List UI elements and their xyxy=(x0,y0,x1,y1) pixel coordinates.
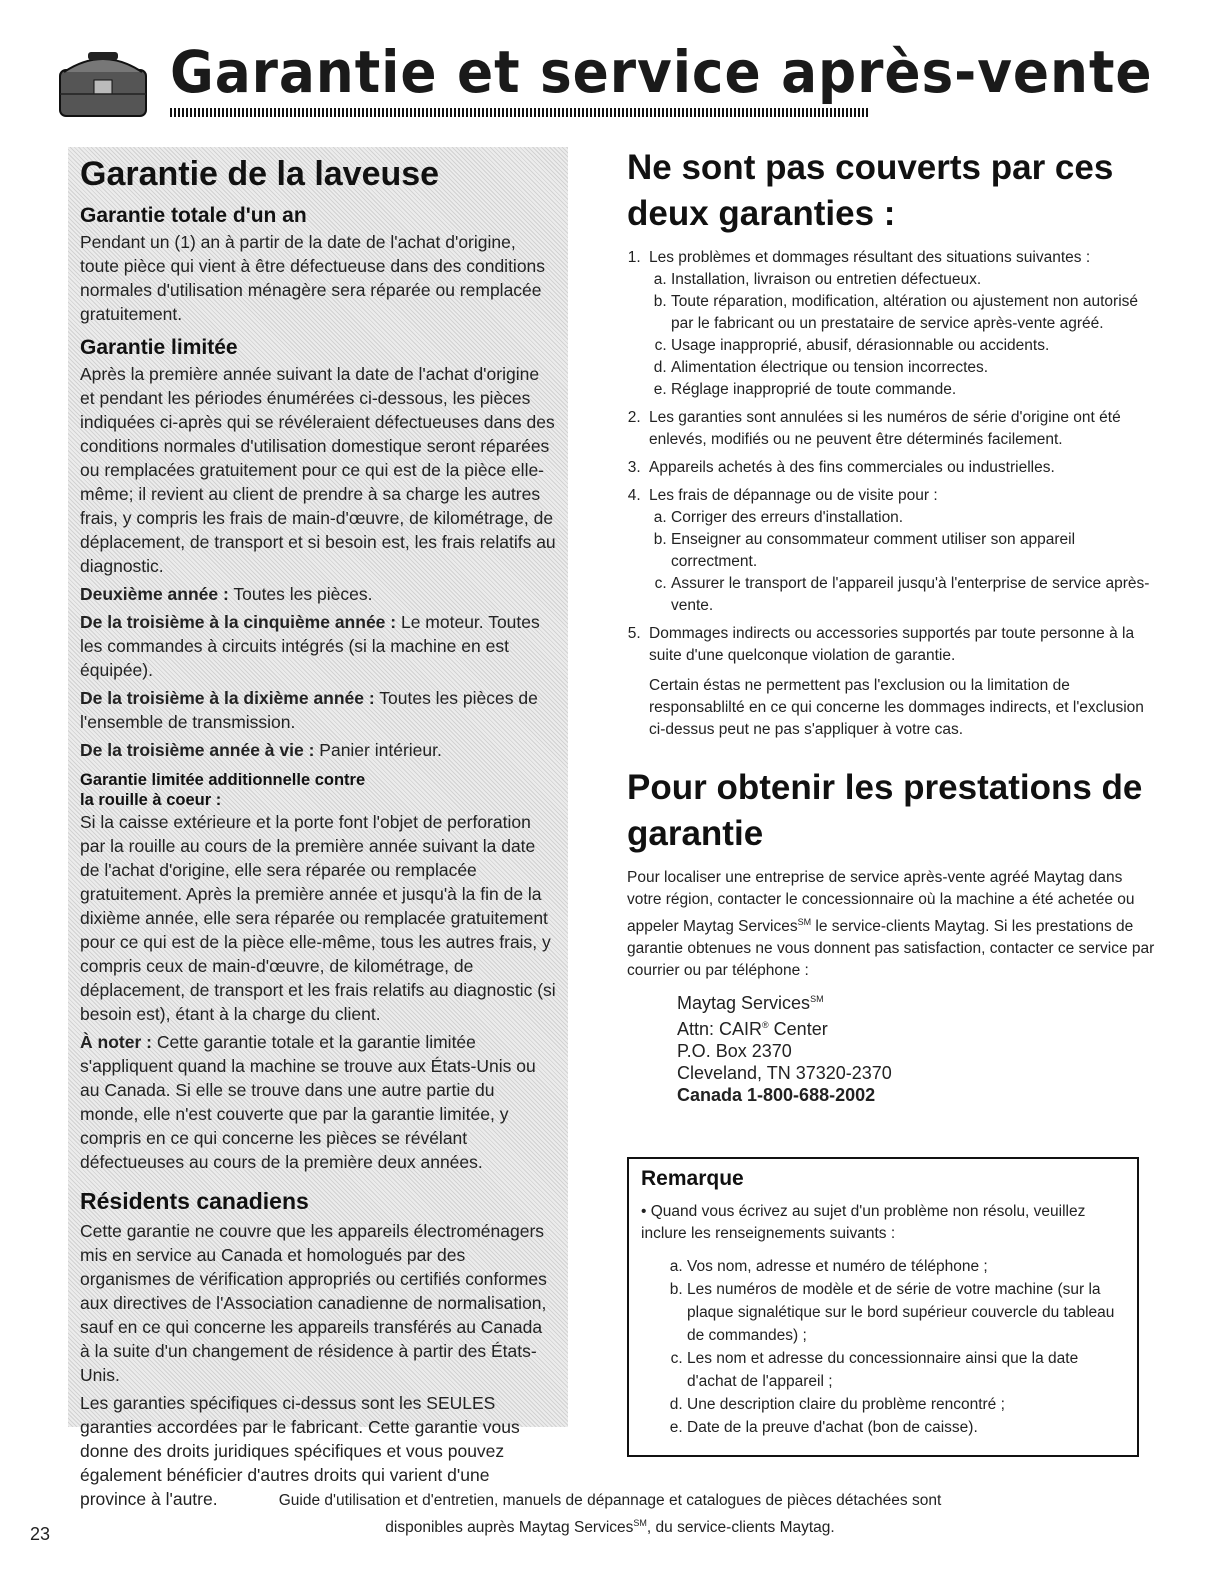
list-item: b. Toute réparation, modification, altération ou ajustement non autorisé par le fabricant ou un prestataire de service après-vente agréé. xyxy=(671,291,1157,335)
period-item: Deuxième année : Toutes les pièces. xyxy=(80,584,373,604)
service-address: Maytag Services℠ Attn: CAIR® Center P.O. Box 2370 Cleveland, TN 37320-2370 Canada 1-800-688-2002 xyxy=(677,988,1157,1106)
not-covered-title: Ne sont pas couverts par ces deux garanties : xyxy=(627,148,1114,233)
list-item: c. Assurer le transport de l'appareil jusqu'à l'enterprise de service après-vente. xyxy=(671,573,1157,617)
canadian-text-1: Cette garantie ne couvre que les appareils électroménagers mis en service au Canada et homologués par des organismes de vérification appropriés ou certifiés conformes aux directives de l'Association canadienne de normalisation, sauf en ce qui concerne les appareils transférés au Canada à la suite d'un changement de résidence à partir des États-Unis. xyxy=(80,1221,547,1385)
full-warranty-text: Pendant un (1) an à partir de la date de l'achat d'origine, toute pièce qui vient à être défectueuse dans des conditions normales d'utilisation ménagère sera réparée ou remplacée gratuitement. xyxy=(80,232,546,324)
list-item: 1. Les problèmes et dommages résultant des situations suivantes : a. Installation, livraison ou entretien défectueux. b. Toute réparation, modification, altération ou ajustement non autorisé par le fabricant ou un prestataire de service après-vente agréé. c. Usage inapproprié, abusif, dérasionnable ou accidents. d. Alimentation électrique ou tension incorrectes. e. Réglage inapproprié de toute commande. xyxy=(645,247,1157,401)
washer-warranty-panel xyxy=(68,147,568,1509)
rust-warranty-heading: Garantie limitée additionnelle contre la rouille à coeur : xyxy=(80,771,366,809)
list-item: 3. Appareils achetés à des fins commerciales ou industrielles. xyxy=(645,457,1157,479)
list-item: e. Réglage inapproprié de toute commande. xyxy=(671,379,1157,401)
service-text: Pour localiser une entreprise de service après-vente agréé Maytag dans votre région, contacter le concessionnaire où la machine a été achetée ou appeler Maytag Services℠ le service-clients Maytag. Si les prestations de garantie obtenues ne vous donnent pas satisfaction, contacter ce service par courrier ou par téléphone : xyxy=(627,869,1155,980)
list-item: a. Vos nom, adresse et numéro de téléphone ; xyxy=(687,1255,1125,1278)
title-underline xyxy=(170,108,870,117)
remark-intro: • Quand vous écrivez au sujet d'un problème non résolu, veuillez inclure les renseignements suivants : xyxy=(641,1203,1086,1242)
not-covered-list xyxy=(627,247,1157,667)
list-item: 5. Dommages indirects ou accessories supportés par toute personne à la suite d'une quelconque violation de garantie. xyxy=(645,623,1157,667)
limited-warranty-text: Après la première année suivant la date de l'achat d'origine et pendant les périodes énumérées ci-dessous, les pièces indiquées ci-après qui se révéleraient défectueuses dans des conditions normales d'utilisation domestique seront réparées ou remplacées gratuitement pour ce qui est de la pièce elle-même; il revient au client de prendre à sa charge les autres frais, y compris les frais de main-d'œuvre, de kilométrage, de déplacement, de transport et si besoin est, les frais relatifs au diagnostic. xyxy=(80,364,556,576)
right-column xyxy=(627,145,1157,1106)
page-header xyxy=(58,38,1153,123)
list-item: e. Date de la preuve d'achat (bon de caisse). xyxy=(687,1416,1125,1439)
list-item: c. Usage inapproprié, abusif, dérasionnable ou accidents. xyxy=(671,335,1157,357)
list-item: b. Les numéros de modèle et de série de votre machine (sur la plaque signalétique sur le bord supérieur couvercle du tableau de commandes) ; xyxy=(687,1278,1125,1347)
remark-box xyxy=(627,1157,1139,1457)
list-item: c. Les nom et adresse du concessionnaire ainsi que la date d'achat de l'appareil ; xyxy=(687,1347,1125,1393)
period-item: De la troisième année à vie : Panier intérieur. xyxy=(80,740,442,760)
list-item: b. Enseigner au consommateur comment utiliser son appareil correctment. xyxy=(671,529,1157,573)
service-phone: Canada 1-800-688-2002 xyxy=(677,1085,876,1106)
list-item: 2. Les garanties sont annulées si les numéros de série d'origine ont été enlevés, modifiés ou ne peuvent être déterminés facilement. xyxy=(645,407,1157,451)
service-title: Pour obtenir les prestations de garantie xyxy=(627,768,1143,853)
limited-warranty-heading: Garantie limitée xyxy=(80,336,238,359)
canadian-text-2: Les garanties spécifiques ci-dessus sont les SEULES garanties accordées par le fabricant. Cette garantie vous donne des droits juridiques spécifiques et vous pouvez également bénéficier d'autres droits qui varient d'une province à l'autre. xyxy=(80,1393,520,1509)
canadian-residents-heading: Résidents canadiens xyxy=(80,1188,309,1214)
page-number: 23 xyxy=(30,1524,51,1544)
rust-warranty-text: Si la caisse extérieure et la porte font l'objet de perforation par la rouille au cours de la première année suivant la date de l'achat d'origine, elle sera réparée ou remplacée gratuitement. Après la première année et jusqu'à la fin de la dixième année, elle sera réparée ou remplacée gratuitement pour ce qui est de la pièce elle-même, tous les autres frais, y compris ceux de main-d'œuvre, de kilométrage, de déplacement, de transport et les frais relatifs au diagnostic (si besoin est), étant à la charge du client. xyxy=(80,812,556,1024)
full-warranty-heading: Garantie totale d'un an xyxy=(80,204,307,227)
washer-warranty-title: Garantie de la laveuse xyxy=(80,155,440,193)
remark-list xyxy=(641,1255,1125,1439)
remark-title: Remarque xyxy=(641,1167,744,1190)
exclusion-note: Certain éstas ne permettent pas l'exclusion ou la limitation de responsablilté en ce qui concerne les dommages indirects, et l'exclusion ci-dessus peut ne pas s'appliquer à votre cas. xyxy=(649,677,1144,738)
period-item: De la troisième à la cinquième année : Le moteur. Toutes les commandes à circuits intégrés (si la machine en est équipée). xyxy=(80,612,540,680)
list-item: a. Installation, livraison ou entretien défectueux. xyxy=(671,269,1157,291)
note-text: À noter : Cette garantie totale et la garantie limitée s'appliquent quand la machine se trouve aux États-Unis ou au Canada. Si elle se trouve dans une autre partie du monde, elle n'est couverte que par la garantie limitée, y compris en ce qui concerne les pièces se révélant défectueuses au cours de la première deux années. xyxy=(80,1032,536,1172)
page-footer: Guide d'utilisation et d'entretien, manuels de dépannage et catalogues de pièces détachées sont disponibles auprès Maytag Services℠, du service-clients Maytag. xyxy=(278,1492,942,1537)
list-item: d. Alimentation électrique ou tension incorrectes. xyxy=(671,357,1157,379)
list-item: a. Corriger des erreurs d'installation. xyxy=(671,507,1157,529)
period-item: De la troisième à la dixième année : Toutes les pièces de l'ensemble de transmission. xyxy=(80,688,538,732)
list-item: d. Une description claire du problème rencontré ; xyxy=(687,1393,1125,1416)
list-item: 4. Les frais de dépannage ou de visite pour : a. Corriger des erreurs d'installation. b. Enseigner au consommateur comment utiliser son appareil correctment. c. Assurer le transport de l'appareil jusqu'à l'enterprise de service après-vente. xyxy=(645,485,1157,617)
toolbox-icon xyxy=(58,46,148,118)
page-title: Garantie et service après-vente xyxy=(170,38,1153,106)
